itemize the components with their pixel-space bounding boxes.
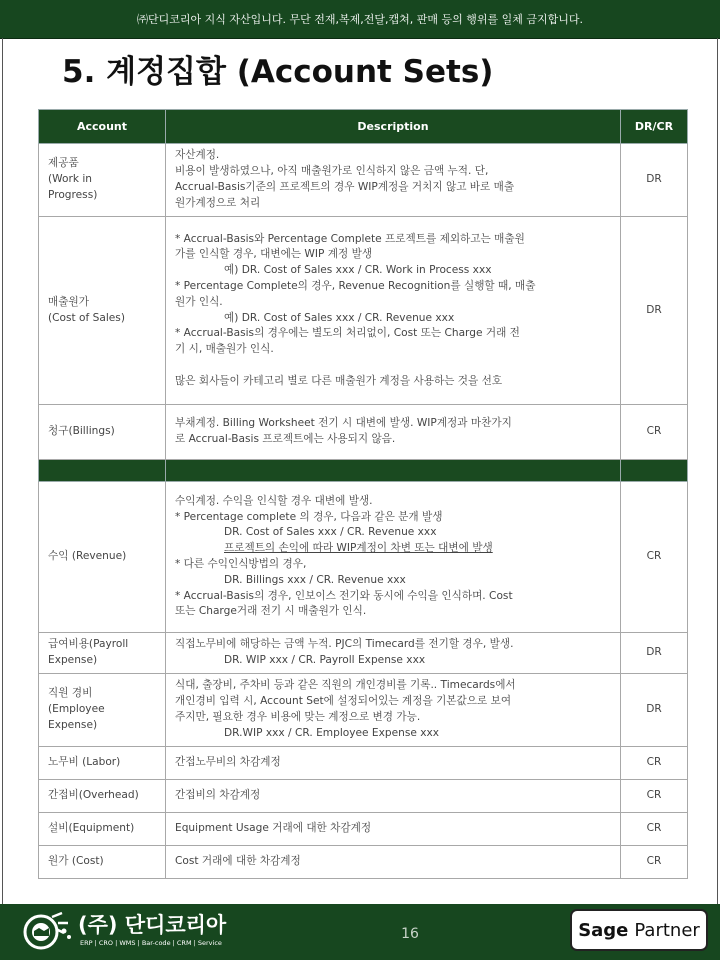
description-line: * 다른 수익인식방법의 경우, <box>175 558 307 570</box>
page-title: 5. 계정집합 (Account Sets) <box>62 54 494 90</box>
drcr-cell: CR <box>621 747 688 780</box>
table-row <box>39 482 688 633</box>
partner-label: Partner <box>634 919 700 941</box>
company-logo <box>20 905 227 957</box>
description-line: DR. WIP xxx / CR. Payroll Expense xxx <box>224 654 426 666</box>
description-line: Cost 거래에 대한 차감계정 <box>175 855 301 868</box>
table-row <box>39 780 688 813</box>
description-line: 개인경비 입력 시, Account Set에 설정되어있는 계정을 기본값으로 보여 <box>175 695 512 708</box>
account-name-line: 청구(Billings) <box>48 425 115 438</box>
description-line: 가를 인식할 경우, 대변에는 WIP 계정 발생 <box>175 248 373 261</box>
description-line: 프로젝트의 손익에 따라 WIP계정이 차변 또는 대변에 발생 <box>224 542 493 555</box>
description-line: 예) DR. Cost of Sales xxx / CR. Revenue xxx <box>224 311 455 324</box>
company-logo-icon <box>20 909 74 955</box>
description-cell <box>166 813 621 846</box>
description-cell <box>166 846 621 879</box>
account-cell <box>39 405 166 460</box>
account-name-line: 간접비(Overhead) <box>48 789 139 802</box>
account-name-line: (Work in <box>48 173 92 186</box>
description-line: 또는 Charge거래 전기 시 매출원가 인식. <box>175 605 367 618</box>
description-line: 간접노무비의 차감계정 <box>175 756 281 769</box>
drcr-cell: CR <box>621 405 688 460</box>
account-name-line: 설비(Equipment) <box>48 822 135 835</box>
account-cell <box>39 747 166 780</box>
copyright-notice-bar <box>0 0 720 39</box>
copyright-notice: ㈜단디코리아 지식 자산입니다. 무단 전재,복제,전달,캡쳐, 판매 등의 행위를 일체 금지합니다. <box>137 13 583 26</box>
account-name-line: Expense) <box>48 718 98 731</box>
description-cell <box>166 780 621 813</box>
description-line: DR. Cost of Sales xxx / CR. Revenue xxx <box>224 526 437 539</box>
description-line: 식대, 출장비, 주차비 등과 같은 직원의 개인경비를 기록.. Timecards에서 <box>175 679 516 692</box>
description-line: * Accrual-Basis와 Percentage Complete 프로젝트를 제외하고는 매출원 <box>175 232 525 245</box>
description-line: * Accrual-Basis의 경우, 인보이스 전기와 동시에 수익을 인식하며. Cost <box>175 589 513 602</box>
account-name-line: 노무비 (Labor) <box>48 756 121 769</box>
table-row <box>39 144 688 217</box>
drcr-cell: CR <box>621 780 688 813</box>
description-line: Equipment Usage 거래에 대한 차감계정 <box>175 822 372 835</box>
header-account: Account <box>39 110 166 144</box>
description-line: 예) DR. Cost of Sales xxx / CR. Work in Process xxx <box>224 264 492 277</box>
description-cell <box>166 405 621 460</box>
description-line: 주지만, 필요한 경우 비용에 맞는 계정으로 변경 가능. <box>175 711 421 723</box>
table-row <box>39 674 688 747</box>
description-cell <box>166 747 621 780</box>
drcr-cell: DR <box>621 633 688 674</box>
sage-brand: Sage <box>578 919 629 941</box>
company-name: (주) 단디코리아 <box>78 913 227 937</box>
table-row <box>39 217 688 405</box>
description-line: Accrual-Basis기준의 프로젝트의 경우 WIP계정을 거치지 않고 바로 매출 <box>175 181 515 193</box>
account-name-line: 직원 경비 <box>48 687 93 700</box>
description-line: * Accrual-Basis의 경우에는 별도의 처리없이, Cost 또는 Charge 거래 전 <box>175 327 520 340</box>
account-cell <box>39 846 166 879</box>
account-name-line: 매출원가 <box>48 295 89 308</box>
description-cell <box>166 217 621 405</box>
description-line: DR.WIP xxx / CR. Employee Expense xxx <box>224 726 440 739</box>
account-name-line: (Cost of Sales) <box>48 311 125 324</box>
page-number: 16 <box>401 926 419 942</box>
description-cell <box>166 674 621 747</box>
description-line: 원가 인식. <box>175 295 223 308</box>
description-line: 부채계정. Billing Worksheet 전기 시 대변에 발생. WIP계정과 마찬가지 <box>175 417 512 430</box>
account-sets-table <box>38 109 688 879</box>
account-name-line: 제공품 <box>48 157 79 170</box>
drcr-cell: CR <box>621 846 688 879</box>
account-cell <box>39 633 166 674</box>
account-name-line: Progress) <box>48 188 98 201</box>
description-line: 비용이 발생하였으나, 아직 매출원가로 인식하지 않은 금액 누적. 단, <box>175 165 489 178</box>
table-row <box>39 405 688 460</box>
drcr-cell: DR <box>621 144 688 217</box>
company-tagline: ERP | CRO | WMS | Bar-code | CRM | Service <box>80 939 222 947</box>
table-row <box>39 633 688 674</box>
drcr-cell: CR <box>621 482 688 633</box>
account-cell <box>39 482 166 633</box>
account-cell <box>39 813 166 846</box>
description-line: 원가계정으로 처리 <box>175 196 261 209</box>
table-header-row <box>39 110 688 144</box>
account-name-line: 원가 (Cost) <box>48 855 104 868</box>
table-row <box>39 813 688 846</box>
account-name-line: 수익 (Revenue) <box>48 550 127 563</box>
account-name-line: Expense) <box>48 654 98 666</box>
drcr-cell: CR <box>621 813 688 846</box>
description-line: 간접비의 차감계정 <box>175 789 261 802</box>
table-row <box>39 846 688 879</box>
description-cell <box>166 633 621 674</box>
separator-cell <box>39 460 166 482</box>
separator-cell <box>166 460 621 482</box>
separator-cell <box>621 460 688 482</box>
account-cell <box>39 674 166 747</box>
header-drcr: DR/CR <box>621 110 688 144</box>
description-cell <box>166 482 621 633</box>
account-name-line: (Employee <box>48 703 105 716</box>
account-cell <box>39 780 166 813</box>
description-line: 수익계정. 수익을 인식할 경우 대변에 발생. <box>175 494 373 507</box>
description-cell <box>166 144 621 217</box>
description-line: 로 Accrual-Basis 프로젝트에는 사용되지 않음. <box>175 433 396 445</box>
description-line: 많은 회사들이 카테고리 별로 다른 매출원가 계정을 사용하는 것을 선호 <box>175 374 503 387</box>
description-line: 기 시, 매출원가 인식. <box>175 343 274 356</box>
sage-partner-logo <box>570 909 708 951</box>
header-description: Description <box>166 110 621 144</box>
account-cell <box>39 217 166 405</box>
description-line: * Percentage Complete의 경우, Revenue Recognition를 실행할 때, 매출 <box>175 279 536 292</box>
description-line: DR. Billings xxx / CR. Revenue xxx <box>224 573 406 586</box>
description-line <box>175 358 611 374</box>
drcr-cell: DR <box>621 674 688 747</box>
table-body <box>39 144 688 879</box>
table-row <box>39 747 688 780</box>
account-name-line: 급여비용(Payroll <box>48 638 129 651</box>
section-separator-row <box>39 460 688 482</box>
account-cell <box>39 144 166 217</box>
description-line: 직접노무비에 해당하는 금액 누적. PJC의 Timecard를 전기할 경우, 발생. <box>175 638 514 651</box>
description-line: 자산계정. <box>175 149 220 162</box>
drcr-cell: DR <box>621 217 688 405</box>
description-line: * Percentage complete 의 경우, 다음과 같은 분개 발생 <box>175 510 443 523</box>
